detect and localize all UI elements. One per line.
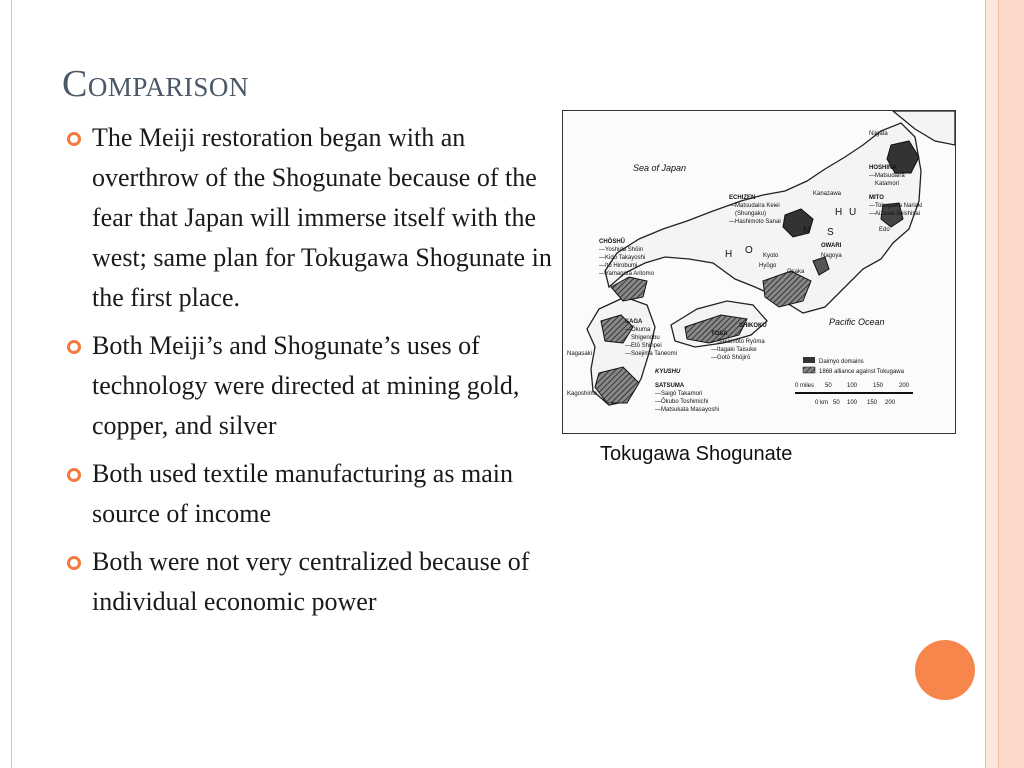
- hyogo-label: Hyōgo: [759, 263, 777, 269]
- right-frame-strip: [986, 0, 998, 768]
- japan-map-image: [562, 110, 956, 434]
- japan-map-svg: [563, 111, 955, 433]
- kyushu-label: KYUSHU: [655, 369, 681, 375]
- kagoshima-label: Kagoshima: [567, 391, 598, 397]
- saga-person-label: —Etō Shinpei: [625, 343, 662, 349]
- saga-person-label: Shigenobu: [631, 335, 660, 341]
- sea-of-japan-label: Sea of Japan: [633, 163, 687, 173]
- honshu-letter: S: [827, 227, 834, 238]
- edo-label: Edo: [879, 227, 890, 233]
- bullet-item: [62, 326, 572, 446]
- tosa-person-label: —Itagaki Taisuke: [711, 347, 757, 353]
- mito-person-label: —Tokugawa Nariaki: [869, 203, 923, 209]
- kyoto-label: Kyoto: [763, 253, 779, 259]
- owari-label: OWARI: [821, 243, 842, 249]
- nagasaki-label: Nagasaki: [567, 351, 593, 357]
- bullet-item: [62, 454, 572, 534]
- bullet-ring-icon: [67, 468, 81, 482]
- bullet-ring-icon: [67, 340, 81, 354]
- scale-tick-label: 100: [847, 400, 858, 406]
- left-frame-line: [11, 0, 12, 768]
- bullet-text: Both Meiji’s and Shogunate’s uses of technology were directed at mining gold, copper, and silver: [92, 331, 520, 440]
- legend-domains-label: Daimyo domains: [819, 359, 864, 365]
- scale-tick-label: 50: [825, 383, 832, 389]
- honshu-letter: U: [849, 207, 857, 218]
- honshu-letter: N: [803, 225, 811, 236]
- hoshina-person-label: Katamori: [875, 181, 900, 187]
- saga-person-label: —Ōkuma: [625, 327, 651, 333]
- hoshina-person-label: —Matsudaira: [869, 173, 905, 179]
- saga-person-label: —Soejima Taneomi: [625, 351, 677, 357]
- right-frame-line: [985, 0, 986, 768]
- legend-swatch-domains: [803, 357, 815, 363]
- bullet-list: [62, 118, 572, 630]
- tosa-label: TOSA: [711, 331, 728, 337]
- shikoku-label: SHIKOKU: [739, 323, 767, 329]
- echizen-label: ECHIZEN: [729, 195, 756, 201]
- choshu-person-label: —Yamagata Aritomo: [599, 271, 654, 277]
- satsuma-person-label: —Saigō Takamori: [655, 391, 703, 397]
- mito-person-label: —Aizawa Seishisai: [869, 211, 921, 217]
- tosa-person-label: —Gotō Shōjirō: [711, 355, 751, 361]
- bullet-text: Both were not very centralized because of individual economic power: [92, 547, 530, 616]
- right-frame-strip-outer: [999, 0, 1024, 768]
- osaka-label: Osaka: [787, 269, 805, 275]
- scale-miles-label: 0 miles: [795, 383, 815, 389]
- choshu-label: CHŌSHŪ: [599, 239, 626, 245]
- satsuma-label: SATSUMA: [655, 383, 685, 389]
- bullet-text: Both used textile manufacturing as main source of income: [92, 459, 513, 528]
- legend-alliance-label: 1868 alliance against Tokugawa: [819, 369, 904, 375]
- satsuma-person-label: —Matsukata Masayoshi: [655, 407, 720, 413]
- saga-label: SAGA: [625, 319, 643, 325]
- scale-tick-label: 200: [885, 400, 896, 406]
- decorative-circle: [915, 640, 975, 700]
- scale-tick-label: 50: [833, 400, 840, 406]
- choshu-person-label: —Yoshida Shōin: [599, 247, 644, 253]
- scale-km-label: 0 km: [815, 400, 829, 406]
- bullet-item: [62, 118, 572, 318]
- pacific-ocean-label: Pacific Ocean: [829, 317, 885, 327]
- tosa-person-label: —Sakamoto Ryōma: [711, 339, 765, 345]
- bullet-item: [62, 542, 572, 622]
- satsuma-person-label: —Ōkubo Toshimichi: [655, 399, 709, 405]
- echizen-person-label: —Hashimoto Sanai: [729, 219, 781, 225]
- honshu-letter: H: [725, 249, 733, 260]
- honshu-letter: O: [745, 245, 753, 256]
- choshu-person-label: —Kido Takayoshi: [599, 255, 646, 261]
- honshu-letter: H: [835, 207, 843, 218]
- bullet-text: The Meiji restoration began with an overthrow of the Shogunate because of the fear that Japan will immerse itself with the west; same plan for Tokugawa Shogunate in the first place.: [92, 123, 552, 312]
- bullet-ring-icon: [67, 556, 81, 570]
- legend-swatch-alliance: [803, 367, 815, 373]
- scale-tick-label: 150: [867, 400, 878, 406]
- niigata-label: Niigata: [869, 131, 888, 137]
- mito-label: MITO: [869, 195, 884, 201]
- scale-tick-label: 150: [873, 383, 884, 389]
- kanazawa-label: Kanazawa: [813, 191, 842, 197]
- slide-title: Comparison: [62, 63, 249, 105]
- echizen-person-label: (Shungaku): [735, 211, 767, 217]
- scale-tick-label: 200: [899, 383, 910, 389]
- echizen-person-label: —Matsudaira Keiei: [729, 203, 780, 209]
- choshu-person-label: —Itō Hirobumi: [599, 263, 638, 269]
- hoshina-label: HOSHINA: [869, 165, 897, 171]
- nagoya-label: Nagoya: [821, 253, 842, 259]
- bullet-ring-icon: [67, 132, 81, 146]
- map-caption: Tokugawa Shogunate: [600, 443, 793, 465]
- scale-tick-label: 100: [847, 383, 858, 389]
- right-frame-line-outer: [998, 0, 999, 768]
